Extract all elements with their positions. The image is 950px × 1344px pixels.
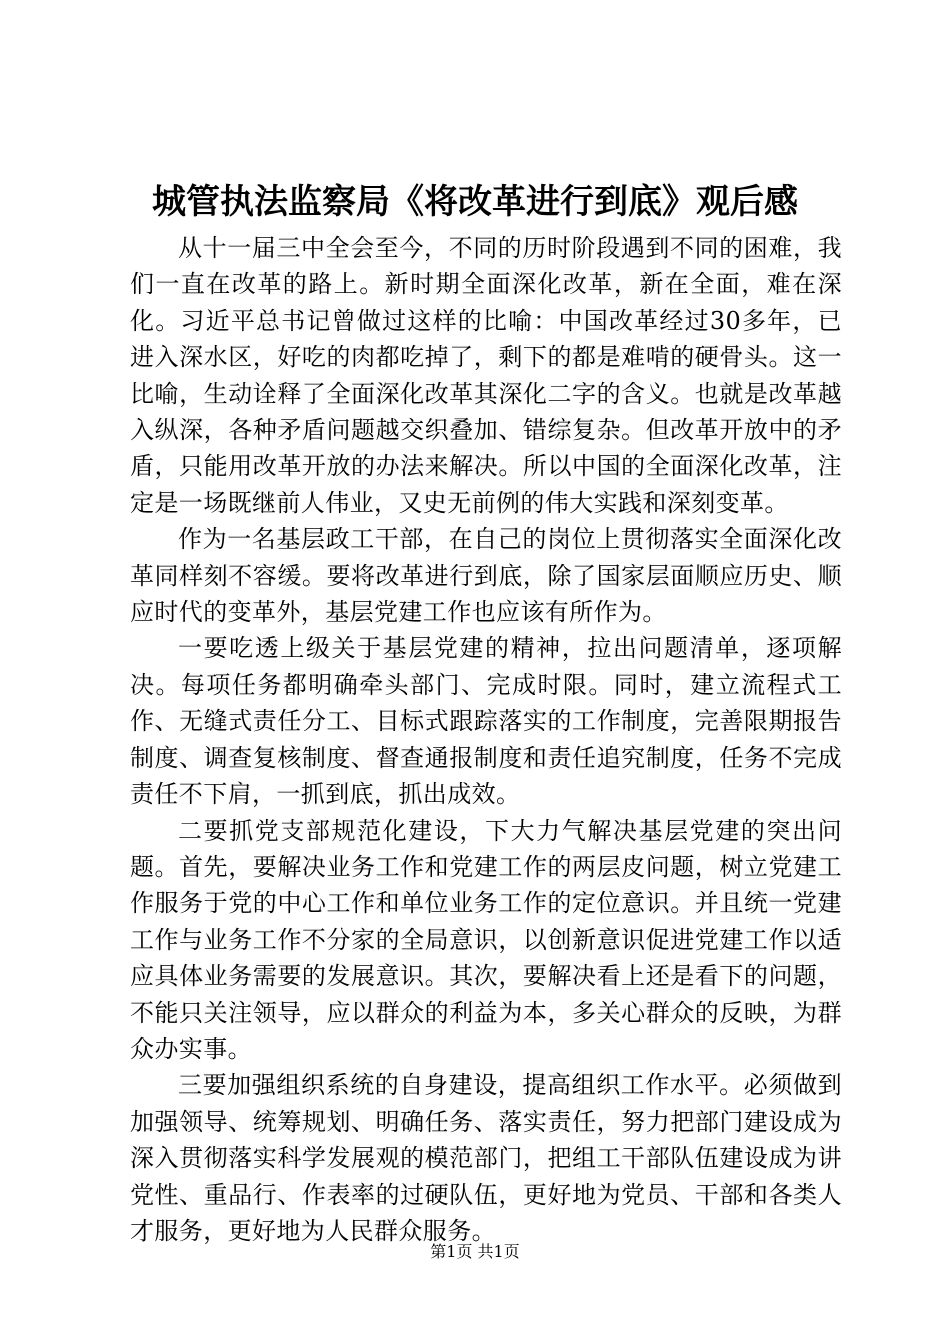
- paragraph-3: 一要吃透上级关于基层党建的精神，拉出问题清单，逐项解决。每项任务都明确牵头部门、完成时限。同时，建立流程式工作、无缝式责任分工、目标式跟踪落实的工作制度，完善限期报告制度、调查复核制度、督查通报制度和责任追究制度，任务不完成责任不下肩，一抓到底，抓出成效。: [130, 634, 842, 809]
- page-footer: 第1页 共1页: [430, 1242, 520, 1261]
- paragraph-1: 从十一届三中全会至今，不同的历时阶段遇到不同的困难，我们一直在改革的路上。新时期全面深化改革，新在全面，难在深化。习近平总书记曾做过这样的比喻：中国改革经过30多年，已进入深水区，好吃的肉都吃掉了，剩下的都是难啃的硬骨头。这一比喻，生动诠释了全面深化改革其深化二字的含义。也就是改革越入纵深，各种矛盾问题越交织叠加、错综复杂。但改革开放中的矛盾，只能用改革开放的办法来解决。所以中国的全面深化改革，注定是一场既继前人伟业，又史无前例的伟大实践和深刻变革。: [130, 234, 842, 517]
- document-title: 城管执法监察局《将改革进行到底》观后感: [152, 182, 798, 222]
- paragraph-4: 二要抓党支部规范化建设，下大力气解决基层党建的突出问题。首先，要解决业务工作和党建工作的两层皮问题，树立党建工作服务于党的中心工作和单位业务工作的定位意识。并且统一党建工作与业务工作不分家的全局意识，以创新意识促进党建工作以适应具体业务需要的发展意识。其次，要解决看上还是看下的问题，不能只关注领导，应以群众的利益为本，多关心群众的反映，为群众办实事。: [130, 816, 842, 1063]
- paragraph-5: 三要加强组织系统的自身建设，提高组织工作水平。必须做到加强领导、统筹规划、明确任务、落实责任，努力把部门建设成为深入贯彻落实科学发展观的模范部门，把组工干部队伍建设成为讲党性、重品行、作表率的过硬队伍，更好地为党员、干部和各类人才服务，更好地为人民群众服务。: [130, 1071, 842, 1245]
- paragraph-2: 作为一名基层政工干部，在自己的岗位上贯彻落实全面深化改革同样刻不容缓。要将改革进行到底，除了国家层面顺应历史、顺应时代的变革外，基层党建工作也应该有所作为。: [130, 525, 842, 627]
- document-body: [130, 230, 842, 1249]
